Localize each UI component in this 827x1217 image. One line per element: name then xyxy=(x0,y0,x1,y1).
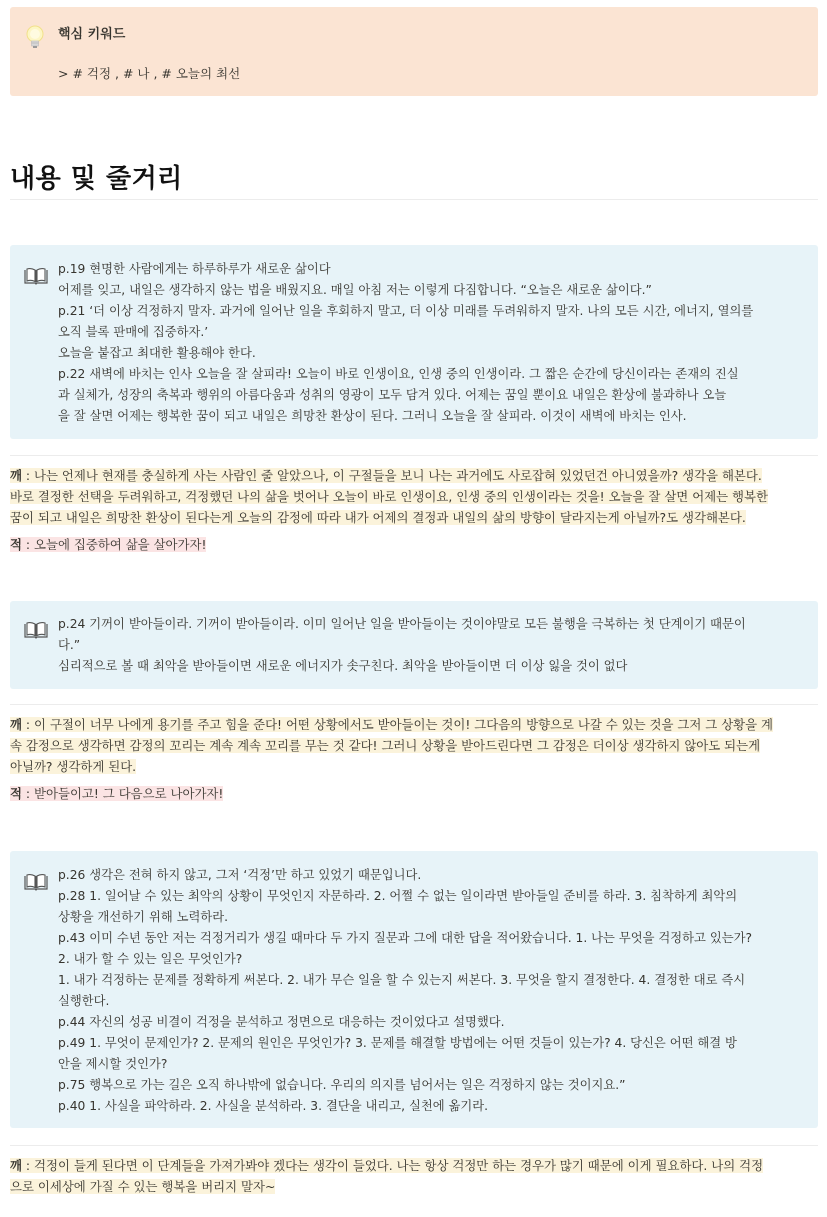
open-book-icon xyxy=(24,267,48,285)
apply-text: 적 : 오늘에 집중하여 삶을 살아가자! xyxy=(10,537,207,552)
quote-line: 다.” xyxy=(58,638,81,652)
quote-line: 1. 내가 걱정하는 문제를 정확하게 써본다. 2. 내가 무슨 일을 할 수 있는지 써본다. 3. 무엇을 할지 결정한다. 4. 결정한 대로 즉시 xyxy=(58,973,746,987)
quote-line: 과 실체가, 성장의 축복과 행위의 아름다움과 성취의 영광이 모두 담겨 있다. 어제는 꿈일 뿐이요 내일은 환상에 불과하나 오늘 xyxy=(58,388,727,402)
insight-text: 속 감정으로 생각하면 감정의 꼬리는 계속 계속 꼬리를 무는 것 같다! 그러니 상황을 받아드린다면 그 감정은 더이상 생각하지 않아도 되는게 xyxy=(10,738,761,753)
reflection-block xyxy=(10,465,818,555)
insight-label: 깨 xyxy=(10,1158,22,1173)
quote-line: p.43 이미 수년 동안 저는 걱정거리가 생길 때마다 두 가지 질문과 그에 대한 답을 적어왔습니다. 1. 나는 무엇을 걱정하고 있는가? xyxy=(58,931,752,945)
apply-label: 적 xyxy=(10,537,22,552)
insight-label: 깨 xyxy=(10,717,22,732)
insight-text: 깨 : 나는 언제나 현재를 충실하게 사는 사람인 줄 알았으나, 이 구절들을 보니 나는 과거에도 사로잡혀 있었던건 아니였을까? 생각을 해본다. xyxy=(10,468,762,483)
divider xyxy=(10,704,818,705)
quote-line: p.26 생각은 전혀 하지 않고, 그저 ‘걱정’만 하고 있었기 때문입니다. xyxy=(58,868,422,882)
quote-text xyxy=(58,259,802,427)
quote-callout xyxy=(10,245,818,439)
open-book-icon xyxy=(24,873,48,891)
heading-divider xyxy=(10,199,818,200)
divider xyxy=(10,1145,818,1146)
keyword-list: > # 걱정 , # 나 , # 오늘의 최선 xyxy=(58,66,241,81)
insight-text: 아닐까? 생각하게 된다. xyxy=(10,759,137,774)
quote-line: 심리적으로 볼 때 최악을 받아들이면 새로운 에너지가 솟구친다. 최악을 받아들이면 더 이상 잃을 것이 없다 xyxy=(58,659,628,673)
keyword-callout xyxy=(10,7,818,96)
reflection-block xyxy=(10,1155,818,1197)
quote-line: p.40 1. 사실을 파악하라. 2. 사실을 분석하라. 3. 결단을 내리고, 실천에 옮기라. xyxy=(58,1099,489,1113)
quote-line: 안을 제시할 것인가? xyxy=(58,1057,168,1071)
insight-text: 으로 이세상에 가질 수 있는 행복을 버리지 말자~ xyxy=(10,1179,276,1194)
quote-line: p.21 ‘더 이상 걱정하지 말자. 과거에 일어난 일을 후회하지 말고, 더 이상 미래를 두려워하지 말자. 나의 모든 시간, 에너지, 열의를 xyxy=(58,304,754,318)
quote-line: 오늘을 붙잡고 최대한 활용해야 한다. xyxy=(58,346,256,360)
reflection-block xyxy=(10,714,818,804)
quote-line: p.22 새벽에 바치는 인사 오늘을 잘 살피라! 오늘이 바로 인생이요, 인생 중의 인생이라. 그 짧은 순간에 당신이라는 존재의 진실 xyxy=(58,367,739,381)
quote-line: p.75 행복으로 가는 길은 오직 하나밖에 없습니다. 우리의 의지를 넘어서는 일은 걱정하지 않는 것이지요.” xyxy=(58,1078,626,1092)
quote-callout xyxy=(10,601,818,689)
lightbulb-icon xyxy=(24,23,46,53)
quote-line: 2. 내가 할 수 있는 일은 무엇인가? xyxy=(58,952,243,966)
section-heading: 내용 및 줄거리 xyxy=(10,164,183,194)
quote-text xyxy=(58,865,802,1117)
quote-line: 어제를 잊고, 내일은 생각하지 않는 법을 배웠지요. 매일 아침 저는 이렇게 다짐합니다. “오늘은 새로운 삶이다.” xyxy=(58,283,652,297)
insight-text: 꿈이 되고 내일은 희망찬 환상이 된다는게 오늘의 감정에 따라 내가 어제의 결정과 내일의 삶의 방향이 달라지는게 아닐까?도 생각해본다. xyxy=(10,510,746,525)
quote-line: 상황을 개선하기 위해 노력하라. xyxy=(58,910,229,924)
apply-label: 적 xyxy=(10,786,22,801)
insight-text: 바로 결정한 선택을 두려워하고, 걱정했던 나의 삶을 벗어나 오늘이 바로 인생이요, 인생 중의 인생이라는 것을! 오늘을 잘 살면 어제는 행복한 xyxy=(10,489,768,504)
divider xyxy=(10,455,818,456)
quote-line: p.19 현명한 사람에게는 하루하루가 새로운 삶이다 xyxy=(58,262,331,276)
quote-line: p.49 1. 무엇이 문제인가? 2. 문제의 원인은 무엇인가? 3. 문제를 해결할 방법에는 어떤 것들이 있는가? 4. 당신은 어떤 해결 방 xyxy=(58,1036,737,1050)
insight-label: 깨 xyxy=(10,468,22,483)
quote-line: p.44 자신의 성공 비결이 걱정을 분석하고 정면으로 대응하는 것이었다고 설명했다. xyxy=(58,1015,505,1029)
quote-line: 실행한다. xyxy=(58,994,110,1008)
quote-line: 오직 블록 판매에 집중하자.’ xyxy=(58,325,209,339)
apply-text: 적 : 받아들이고! 그 다음으로 나아가자! xyxy=(10,786,224,801)
quote-line: p.24 기꺼이 받아들이라. 기꺼이 받아들이라. 이미 일어난 일을 받아들이는 것이야말로 모든 불행을 극복하는 첫 단계이기 때문이 xyxy=(58,617,746,631)
quote-line: p.28 1. 일어날 수 있는 최악의 상황이 무엇인지 자문하라. 2. 어쩔 수 없는 일이라면 받아들일 준비를 하라. 3. 침착하게 최악의 xyxy=(58,889,738,903)
insight-text: 깨 : 걱정이 들게 된다면 이 단계들을 가져가봐야 겠다는 생각이 들었다. 나는 항상 걱정만 하는 경우가 많기 때문에 이게 필요하다. 나의 걱정 xyxy=(10,1158,764,1173)
quote-callout xyxy=(10,851,818,1128)
keyword-title: 핵심 키워드 xyxy=(58,27,126,42)
quote-line: 을 잘 살면 어제는 행복한 꿈이 되고 내일은 희망찬 환상이 된다. 그러니 오늘을 잘 살피라. 이것이 새벽에 바치는 인사. xyxy=(58,409,687,423)
insight-text: 깨 : 이 구절이 너무 나에게 용기를 주고 힘을 준다! 어떤 상황에서도 받아들이는 것이! 그다음의 방향으로 나갈 수 있는 것을 그저 그 상황을 계 xyxy=(10,717,774,732)
open-book-icon xyxy=(24,621,48,639)
quote-text xyxy=(58,614,802,677)
